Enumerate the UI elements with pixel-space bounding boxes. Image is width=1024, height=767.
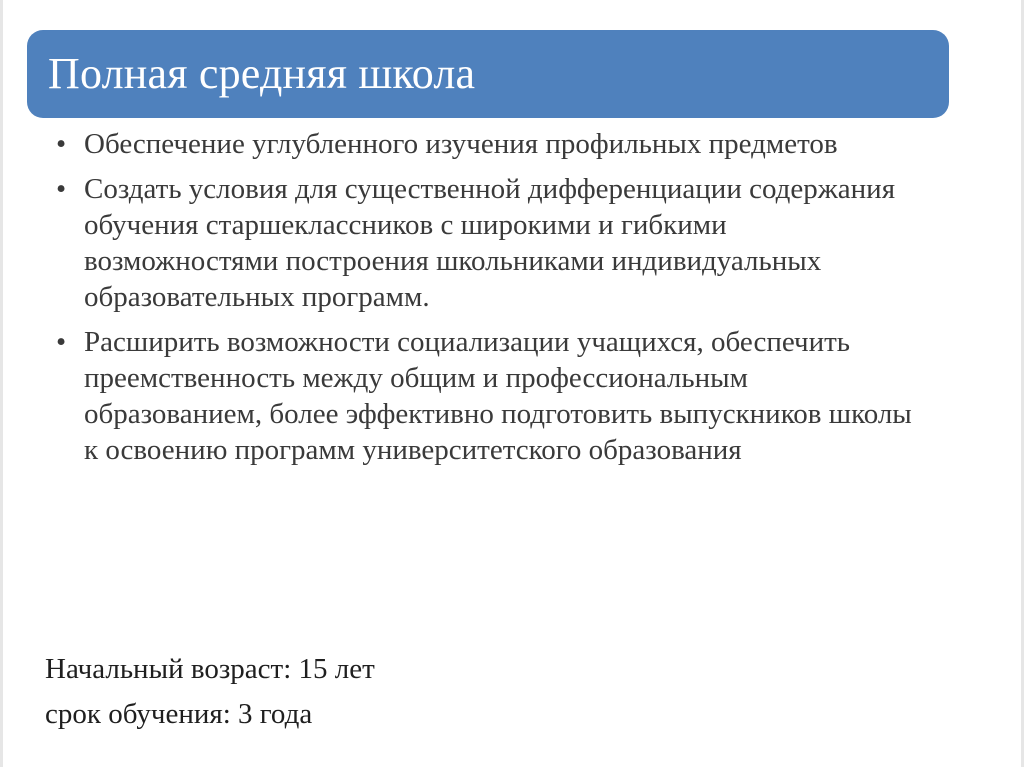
bullet-marker: • <box>56 128 67 160</box>
bullet-text: Расширить возможности социализации учащихся, обеспечить преемственность между общим и профессиональным образованием, более эффективно подготовить выпускников школы к освоению программ университетского образования <box>84 326 912 466</box>
slide-left-edge <box>0 0 3 767</box>
bullet-list <box>56 126 926 477</box>
duration-text: срок обучения: 3 года <box>45 698 313 730</box>
bullet-marker: • <box>56 326 67 358</box>
bullet-text: Обеспечение углубленного изучения профильных предметов <box>84 128 838 160</box>
bullet-item <box>56 171 926 315</box>
bullet-text: Создать условия для существенной дифференциации содержания обучения старшеклассников с широкими и гибкими возможностями построения школьниками индивидуальных образовательных программ. <box>84 173 896 313</box>
slide-title: Полная средняя школа <box>48 49 476 98</box>
bullet-item <box>56 126 926 162</box>
title-bar <box>27 30 949 118</box>
bullet-marker: • <box>56 173 67 205</box>
start-age-text: Начальный возраст: 15 лет <box>45 653 375 685</box>
bullet-item <box>56 324 926 468</box>
